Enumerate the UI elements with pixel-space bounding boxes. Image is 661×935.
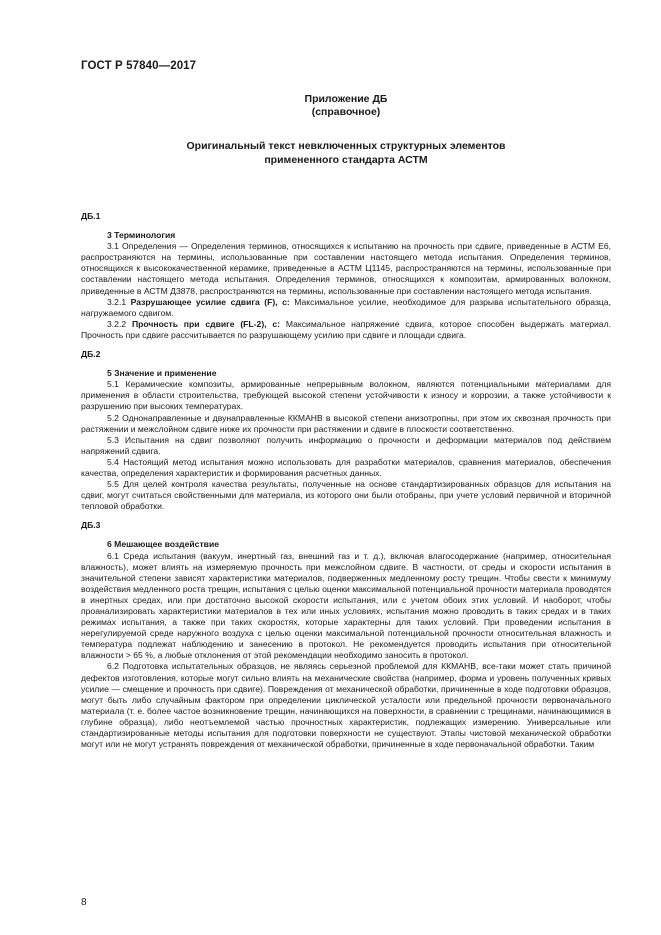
paragraph: 5.3 Испытания на сдвиг позволяют получить информацию о прочности и деформации материалов под действием напряжений сдвига. <box>81 434 611 456</box>
section-id: ДБ.1 <box>81 211 101 221</box>
paragraph <box>81 319 611 341</box>
section-title: 6 Мешающее воздействие <box>107 539 220 550</box>
section-title: 3 Терминология <box>107 230 176 241</box>
paragraph: 5.4 Настоящий метод испытания можно использовать для разработки материалов, сравнения материалов, обеспечения качества, определения характеристик и формирования расчетных данных. <box>81 456 611 478</box>
paragraph: 3.1 Определения — Определения терминов, относящихся к испытанию на прочность при сдвиге, приведенные в АСТМ Е6, распространяются на термины, использованные при составлении настоящего метода испытания. Определения терминов, относящихся к высококачественной керамике, приведенные в АСТМ Ц1145, распространяются на термины, использованные при составлении настоящего метода испытания. Определения терминов, относящихся к композитам, армированных волокном, приведенные в АСТМ Д3878, распространяются на термины, использованные при составлении настоящего метода испытания. <box>81 241 611 296</box>
paragraph: 6.2 Подготовка испытательных образцов, не являясь серьезной проблемой для ККМАНВ, все-таки может стать причиной дефектов изготовления, которые могут сильно влиять на механические свойства (например, форма и уровень полученных кривых усилие — смещение и прочность при сдвиге). Повреждения от механической обработки, причиненные в ходе подготовки образцов, могут быть либо случайным фактором при определении циклической усталости или предельной прочности первоначального материала (т. е. более частое возникновение трещин, начинающихся на поверхности, в сравнении с трещинами, начинающимися в глубине образца), либо неотъемлемой частью прочностных характеристик, подлежащих измерению. Универсальные или стандартизированные методы испытания для подготовки поверхности не существуют. Этапы чистовой механической обработки могут или не могут устранять повреждения от механической обработки, причиненные в ходе первоначальной обработки. Таким <box>81 661 611 750</box>
document-body <box>81 211 611 750</box>
section-db1 <box>81 211 611 341</box>
clause-number: 3.2.1 <box>107 296 131 307</box>
section-id: ДБ.3 <box>81 520 101 531</box>
paragraph: 5.5 Для целей контроля качества результаты, полученные на основе стандартизированных образцов для испытания на сдвиг, могут считаться свойственными для материала, из которого они были отобраны, при учете условий первичной и вторичной тепловой обработки. <box>81 479 611 512</box>
section-title: 5 Значение и применение <box>107 368 217 379</box>
page-number: 8 <box>81 897 87 908</box>
section-db3 <box>81 520 611 750</box>
document-code: ГОСТ Р 57840—2017 <box>81 60 197 72</box>
term: Прочность при сдвиге (FL-2), с: <box>131 318 281 329</box>
paragraph: 5.1 Керамические композиты, армированные непрерывным волокном, являются потенциальными материалами для применения в области строительства, требующей высокой степени устойчивости к износу и коррозии, а также устойчивости к разрушению при высоких температурах. <box>81 379 611 412</box>
document-title <box>81 140 611 167</box>
paragraph <box>81 297 611 319</box>
paragraph: 6.1 Среда испытания (вакуум, инертный газ, внешний газ и т. д.), включая влагосодержание (например, относительная влажность), может влиять на измеряемую прочность при межслойном сдвиге. В частности, от среды и скорости испытания в значительной степени зависят характеристики материалов, подверженных медленному росту трещин. Чтобы свести к минимуму воздействия медленного роста трещин, испытания с целью оценки максимальной потенциальной прочности материала проводятся в инертных средах, или при достаточно высокой скорости испытания, или с учетом обоих этих условий. И наоборот, чтобы проанализировать характеристики материалов в тех или иных условиях, испытания можно проводить в таких средах и в таких режимах испытания, а также при таких скоростях, которые характерны для таких условий. При проведении испытания в нерегулируемой среде наружного воздуха с целью оценки максимальной потенциальной прочности относительная влажность и температура подлежат наблюдению и занесению в протокол. Не рекомендуется проводить испытания при относительной влажности > 65 %, а любые отклонения от этой рекомендации необходимо заносить в протокол. <box>81 550 611 661</box>
section-db2 <box>81 349 611 512</box>
appendix-title: Приложение ДБ <box>304 93 388 105</box>
section-id: ДБ.2 <box>81 349 101 360</box>
term-definition: Максимальное усилие, необходимое для разрыва испытательного образца, нагружаемого сдвигом. <box>81 296 611 318</box>
paragraph: 5.2 Однонаправленные и двунаправленные ККМАНВ в высокой степени анизотропны, при этом их сквозная прочность при растяжении и межслойном сдвиге ниже их прочности при растяжении и сдвиге в плоскости соответственно. <box>81 412 611 434</box>
document-title-line-1: Оригинальный текст невключенных структурных элементов <box>186 140 506 152</box>
appendix-subtitle: (справочное) <box>311 106 381 118</box>
document-title-line-2: примененного стандарта АСТМ <box>264 153 428 166</box>
term-definition: Максимальное напряжение сдвига, которое способен выдержать материал. Прочность при сдвиге рассчитывается по разрушающему усилию при сдвиге и площади сдвига. <box>81 318 611 340</box>
term: Разрушающее усилие сдвига (F), с: <box>130 296 290 307</box>
clause-number: 3.2.2 <box>107 318 132 329</box>
appendix-heading <box>81 93 611 119</box>
